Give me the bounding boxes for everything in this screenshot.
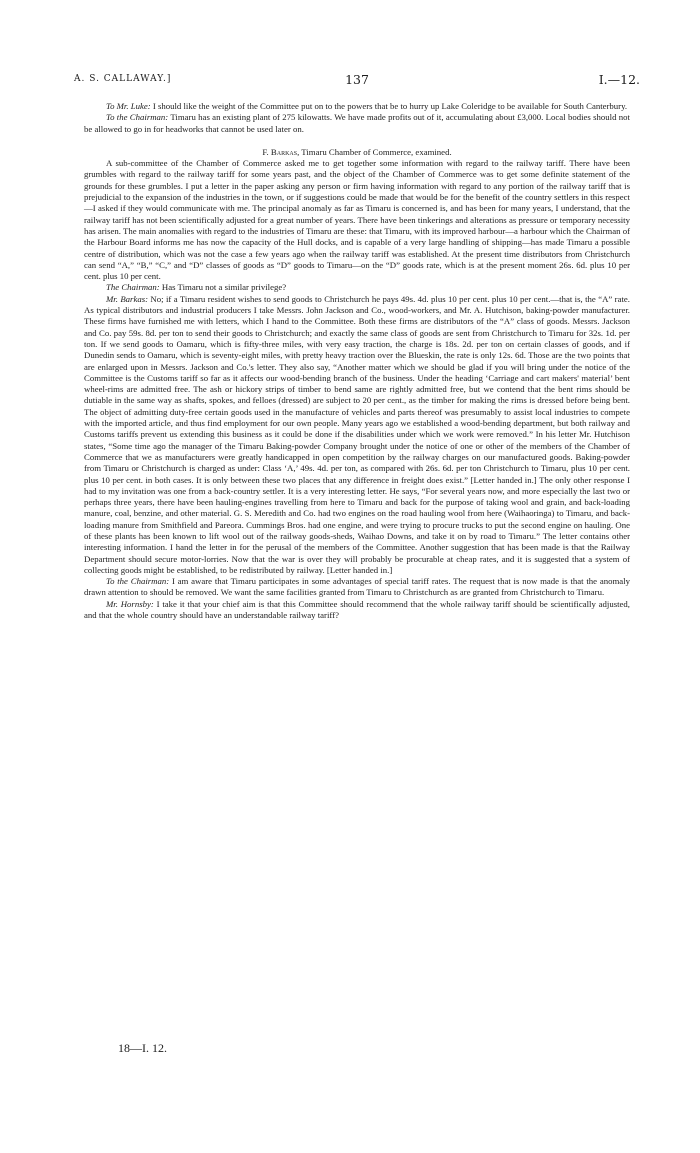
paragraph	[84, 576, 630, 599]
witness-name: F. Barkas	[262, 146, 298, 157]
header-author: A. S. CALLAWAY.]	[74, 74, 172, 84]
paragraph-text: Has Timaru not a similar privilege?	[159, 282, 287, 293]
paragraph	[84, 282, 630, 293]
paragraph	[84, 158, 630, 282]
speaker-label: To the Chairman:	[106, 112, 169, 123]
paragraph-text: No; if a Timaru resident wishes to send goods to Christchurch he pays 49s. 4d. plus 10 per cent. plus 10 per cent.—that is, the “A” rate. As typical distributors and industrial producers I take Messrs. John Jackson and Co., wood-workers, and Mr. A. Hutchison, baking-powder manufacturer. These firms have furnished me with letters, which I hand to the Committee. Both these firms are distributors of the “A” class of goods. Messrs. Jackson and Co. pay 59s. 8d. per ton to send their goods to Christchurch; and exactly the same class of goods are sent from Christchurch to Timaru for 32s. 1d. per ton. If we send goods to Oamaru, which is fifty-three miles, with very easy traction, the charge is 18s. 2d. per ton on certain classes of goods, and if Dunedin sends to Oamaru, which is seventy-eight miles, with pretty heavy traction over the Blueskin, the rate is only 12s. 6d. Those are the two points that are enlarged upon in Messrs. Jackson and Co.'s letter. They also say, “Another matter which we should be glad if you will bring under the notice of the Committee is the Customs tariff so far as it affects our wood-bending branch of the business. Under the heading ‘Carriage and cart makers' material’ bent wheel-rims are admitted free. The ash or hickory strips of timber to bend same are rightly admitted free, but we contend that the bent rims should be dutiable in the same way as shafts, spokes, and felloes (dressed) are subject to 20 per cent., as the timber for making the rims is dressed before being bent. The object of admitting duty-free certain goods used in the manufacture of vehicles and parts thereof was presumably to assist local industries to compete with the imported article, and thus find employment for our own people. Many years ago we established a wood-bending department, but both railway and Customs tariffs prevent us extending this business as it could be done if the disabilities under which we work were removed.” In his letter Mr. Hutchison states, “Some time ago the manager of the Timaru Baking-powder Company brought under the notice of one or other of the members of the Chamber of Commerce that we as manufacturers were greatly handicapped in open competition by the railway charges on our manufactured goods. Baking-powder from Timaru or Christchurch is charged as under: Class ‘A,’ 49s. 4d. per ton, as compared with 26s. 6d. per ton Christchurch to Timaru, plus 10 per cent. plus 10 per cent. in both cases. It is only between these two places that any difference in freight does exist.” [Letter handed in.] The only other response I had to my invitation was one from a back-country settler. It is a very interesting letter. He says, “For several years now, and more especially the last two or perhaps three years, there have been hauling-engines travelling from here to Timaru and back for the purpose of taking wool and grain, and back-loading manure, coal, benzine, and other material. G. S. Meredith and Co. had two engines on the road hauling wool from here (Waihaoringa) to Timaru, and back-loading manure from Smithfield and Pareora. Cummings Bros. had one engine, and were trying to procure trucks to put the second engine on hauling. One of these plants has been known to lift wool out of the railway goods-sheds, Waihao Downs, and take it on by road to Timaru.” The letter contains other interesting information. I hand the letter in for the perusal of the members of the Committee. Another suggestion that has been made is that the Railway Department should secure motor-lorries. Now that the war is over they will probably be procurable at cheap rates, and it is suggested that a system of collecting goods might be established, to be redistributed by railway. [Letter handed in.]	[84, 293, 630, 575]
page-body	[84, 101, 630, 621]
speaker-label: To the Chairman:	[106, 576, 170, 587]
page-header	[74, 72, 640, 92]
section-heading	[84, 147, 630, 158]
paragraph-text: I am aware that Timaru participates in some advantages of special tariff rates. The request that is now made is that the anomaly drawn attention to should be removed. We want the same facilities granted from Timaru to Christchurch as are granted from Christchurch to Timaru.	[84, 576, 630, 598]
paragraph	[84, 599, 630, 622]
speaker-label: To Mr. Luke:	[106, 101, 151, 111]
speaker-label: The Chairman:	[106, 282, 160, 293]
speaker-label: Mr. Hornsby:	[106, 598, 154, 609]
witness-description: , Timaru Chamber of Commerce, examined.	[297, 146, 452, 157]
paragraph-text: I take it that your chief aim is that this Committee should recommend that the whole railway tariff should be scientifically adjusted, and that the whole country should have an understandable railway tariff?	[84, 598, 630, 621]
page-number: 137	[345, 72, 369, 87]
paragraph	[84, 294, 630, 576]
paragraph-text: A sub-committee of the Chamber of Commerce asked me to get together some information with regard to the railway tariff. There have been grumbles with regard to the railway tariff for some years past, and the object of the Chamber of Commerce was to get some definite statement of the grounds for these grumbles. I put a letter in the paper asking any person or firm having information with regard to any portion of the railway tariff that is prejudicial to the expansion of the industries in the town, or if suggestions could be made that would be for the benefit of the country settlers in this respect—I asked if they would communicate with me. The principal anomaly as far as Timaru is concerned is, and has been for many years, I understand, that the railway tariff has not been scientifically adjusted for a great number of years. There have been tinkerings and alterations as pressure or temporary necessity has arisen. The main anomalies with regard to the industries of Timaru are these: that Timaru, with its improved harbour—a harbour which the Chairman of the Harbour Board informs me has now the capacity of the Hull docks, and is capable of a very large handling of shipping—has made Timaru a possible centre of distribution, which was not the case a few years ago when the railway tariff was established. At the present time distributors from Christchurch can send “A,” “B,” “C,” and “D” classes of goods as “D” goods to Timaru—on the “D” goods rate, which is at the present moment 26s. 6d. plus 10 per cent. plus 10 per cent.	[84, 158, 630, 282]
paragraph	[84, 112, 630, 135]
page-footer: 18—I. 12.	[118, 1041, 167, 1055]
paragraph-text: I should like the weight of the Committee put on to the powers that be to hurry up Lake Coleridge to be available for South Canterbury.	[150, 101, 628, 111]
speaker-label: Mr. Barkas:	[106, 293, 149, 304]
paper-reference: I.—12.	[598, 72, 640, 87]
paragraph	[84, 101, 630, 112]
paragraph-text: Timaru has an existing plant of 275 kilowatts. We have made profits out of it, accumulating about £3,000. Local bodies should not be allowed to go in for headworks that cannot be used later on.	[84, 112, 630, 134]
